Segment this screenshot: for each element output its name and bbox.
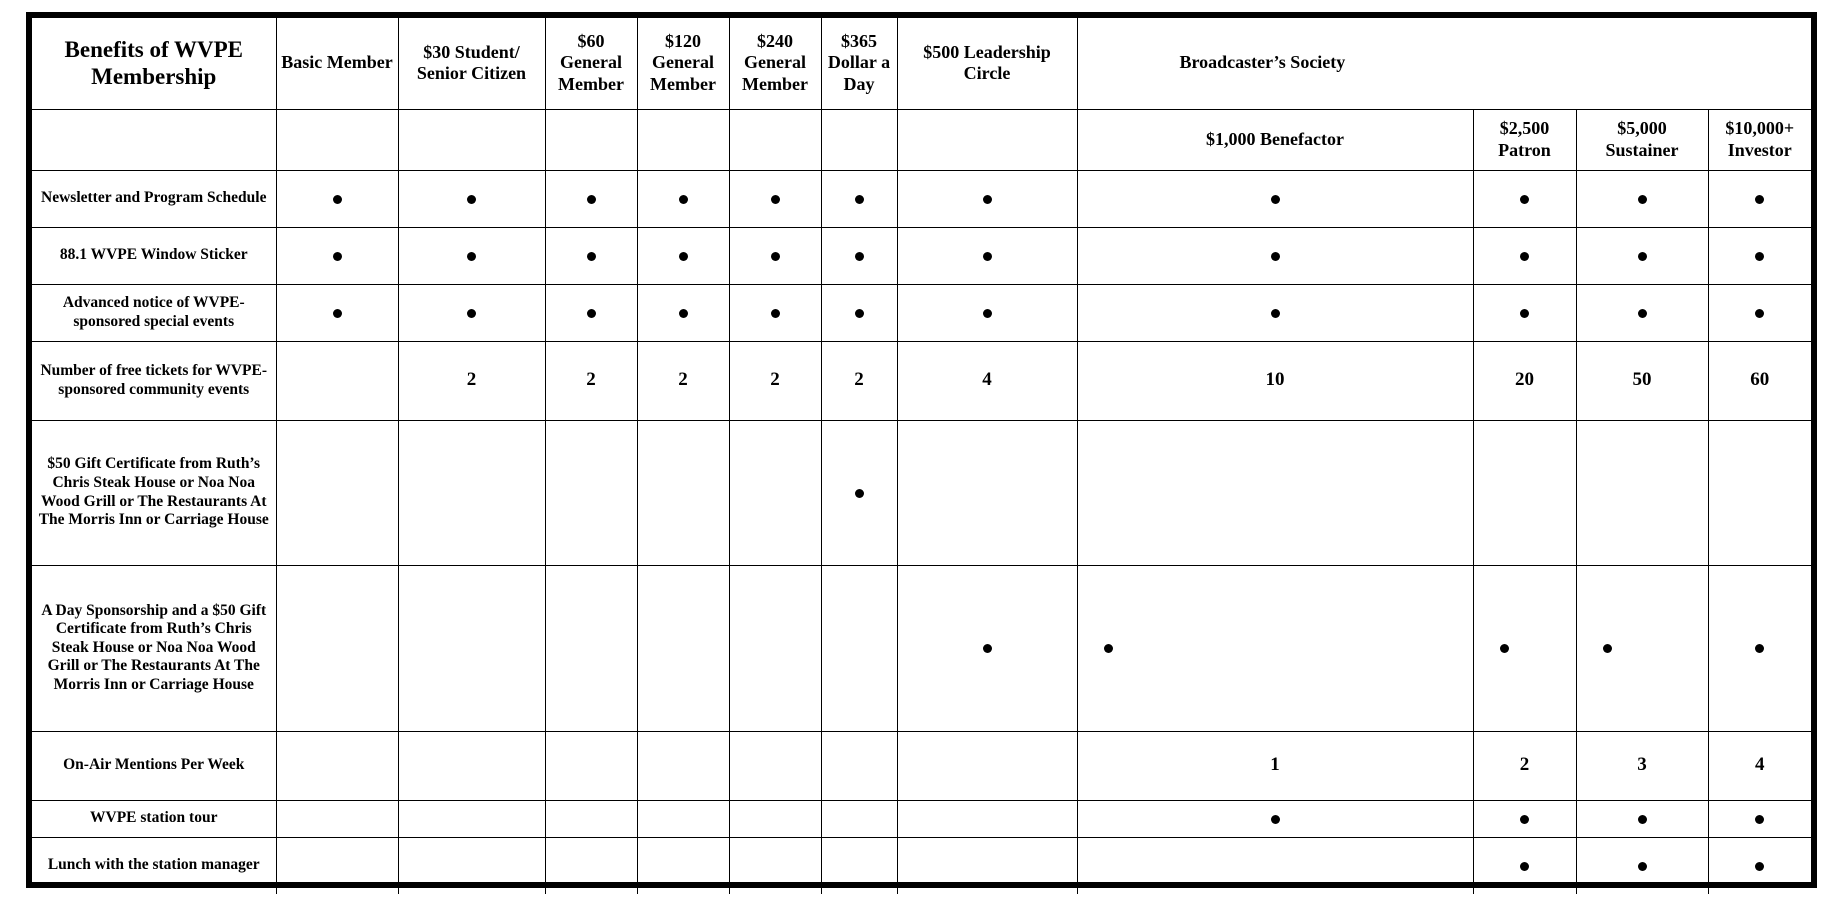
- tier-header: $500 Leadership Circle: [897, 18, 1077, 109]
- benefit-cell: [276, 227, 398, 284]
- empty-cell: [398, 420, 545, 565]
- benefit-label: WVPE station tour: [32, 800, 276, 837]
- included-bullet-icon: [855, 489, 864, 498]
- empty-cell: [637, 420, 729, 565]
- included-bullet-icon: [1104, 644, 1113, 653]
- benefit-value: 4: [897, 341, 1077, 420]
- benefit-cell: [1077, 800, 1473, 837]
- empty-cell: [276, 837, 398, 894]
- included-bullet-icon: [1638, 309, 1647, 318]
- empty-cell: [1077, 420, 1473, 565]
- empty-cell: [398, 565, 545, 731]
- included-bullet-icon: [1638, 195, 1647, 204]
- benefit-label: $50 Gift Certificate from Ruth’s Chris Steak House or Noa Noa Wood Grill or The Restaurants At The Morris Inn or Carriage House: [32, 420, 276, 565]
- empty-cell: [1473, 420, 1576, 565]
- benefit-cell: [1708, 565, 1811, 731]
- empty-cell: [637, 565, 729, 731]
- empty-cell: [729, 837, 821, 894]
- included-bullet-icon: [333, 252, 342, 261]
- empty-cell: [276, 109, 398, 170]
- included-bullet-icon: [1271, 252, 1280, 261]
- benefit-cell: [729, 284, 821, 341]
- included-bullet-icon: [1271, 195, 1280, 204]
- benefit-value: 60: [1708, 341, 1811, 420]
- table-title: Benefits of WVPE Membership: [32, 18, 276, 109]
- included-bullet-icon: [855, 252, 864, 261]
- benefit-cell: [1708, 227, 1811, 284]
- included-bullet-icon: [1271, 815, 1280, 824]
- included-bullet-icon: [983, 309, 992, 318]
- included-bullet-icon: [333, 195, 342, 204]
- included-bullet-icon: [771, 195, 780, 204]
- empty-cell: [897, 731, 1077, 800]
- empty-cell: [821, 800, 897, 837]
- benefit-cell: [897, 284, 1077, 341]
- empty-cell: [637, 800, 729, 837]
- benefit-cell: [545, 227, 637, 284]
- empty-cell: [1576, 420, 1708, 565]
- benefit-cell: [545, 170, 637, 227]
- included-bullet-icon: [1520, 252, 1529, 261]
- tier-header: Basic Member: [276, 18, 398, 109]
- empty-cell: [276, 341, 398, 420]
- included-bullet-icon: [1520, 309, 1529, 318]
- benefit-cell: [1473, 800, 1576, 837]
- empty-cell: [729, 565, 821, 731]
- included-bullet-icon: [1755, 815, 1764, 824]
- included-bullet-icon: [983, 644, 992, 653]
- benefit-cell: [897, 170, 1077, 227]
- empty-cell: [729, 109, 821, 170]
- benefit-cell: [276, 284, 398, 341]
- included-bullet-icon: [587, 309, 596, 318]
- benefit-value: 1: [1077, 731, 1473, 800]
- benefit-cell: [1576, 837, 1708, 894]
- included-bullet-icon: [679, 195, 688, 204]
- society-tier-header: $2,500 Patron: [1473, 109, 1576, 170]
- benefit-cell: [1708, 800, 1811, 837]
- included-bullet-icon: [1638, 815, 1647, 824]
- empty-cell: [897, 109, 1077, 170]
- included-bullet-icon: [983, 195, 992, 204]
- included-bullet-icon: [855, 195, 864, 204]
- included-bullet-icon: [587, 195, 596, 204]
- benefit-label: Number of free tickets for WVPE-sponsored community events: [32, 341, 276, 420]
- included-bullet-icon: [1638, 862, 1647, 871]
- society-header: Broadcaster’s Society: [1077, 18, 1811, 109]
- empty-cell: [729, 420, 821, 565]
- included-bullet-icon: [1520, 862, 1529, 871]
- benefit-cell: [398, 170, 545, 227]
- benefit-cell: [821, 420, 897, 565]
- included-bullet-icon: [771, 309, 780, 318]
- empty-cell: [276, 731, 398, 800]
- benefit-cell: [398, 284, 545, 341]
- benefit-label: Newsletter and Program Schedule: [32, 170, 276, 227]
- subheader-row: [32, 109, 1811, 170]
- included-bullet-icon: [855, 309, 864, 318]
- benefit-cell: [729, 227, 821, 284]
- benefit-cell: [1473, 170, 1576, 227]
- benefit-cell: [545, 284, 637, 341]
- benefit-value: 50: [1576, 341, 1708, 420]
- benefit-row: [32, 227, 1811, 284]
- benefit-row: [32, 800, 1811, 837]
- empty-cell: [398, 731, 545, 800]
- benefit-row: [32, 565, 1811, 731]
- empty-cell: [545, 565, 637, 731]
- empty-cell: [545, 837, 637, 894]
- benefit-cell: [1576, 800, 1708, 837]
- benefit-label: A Day Sponsorship and a $50 Gift Certificate from Ruth’s Chris Steak House or Noa Noa Wood Grill or The Restaurants At The Morris Inn or Carriage House: [32, 565, 276, 731]
- empty-cell: [897, 800, 1077, 837]
- benefit-cell: [398, 227, 545, 284]
- empty-cell: [32, 109, 276, 170]
- benefit-cell: [1708, 284, 1811, 341]
- empty-cell: [545, 731, 637, 800]
- benefit-cell: [1077, 227, 1473, 284]
- included-bullet-icon: [467, 195, 476, 204]
- empty-cell: [545, 800, 637, 837]
- included-bullet-icon: [1755, 195, 1764, 204]
- empty-cell: [637, 109, 729, 170]
- included-bullet-icon: [467, 309, 476, 318]
- benefit-value: 10: [1077, 341, 1473, 420]
- empty-cell: [897, 837, 1077, 894]
- empty-cell: [821, 565, 897, 731]
- empty-cell: [729, 731, 821, 800]
- membership-benefits-frame: [26, 12, 1817, 888]
- empty-cell: [398, 109, 545, 170]
- included-bullet-icon: [1500, 644, 1509, 653]
- benefit-cell: [1077, 565, 1473, 731]
- benefit-cell: [821, 170, 897, 227]
- included-bullet-icon: [1638, 252, 1647, 261]
- empty-cell: [276, 800, 398, 837]
- benefit-cell: [1473, 284, 1576, 341]
- benefit-row: [32, 341, 1811, 420]
- empty-cell: [1077, 837, 1473, 894]
- benefit-cell: [1576, 227, 1708, 284]
- empty-cell: [398, 800, 545, 837]
- tier-header: $240 General Member: [729, 18, 821, 109]
- benefit-label: On-Air Mentions Per Week: [32, 731, 276, 800]
- empty-cell: [821, 109, 897, 170]
- benefit-value: 2: [545, 341, 637, 420]
- empty-cell: [545, 420, 637, 565]
- benefit-value: 2: [821, 341, 897, 420]
- empty-cell: [276, 420, 398, 565]
- empty-cell: [821, 837, 897, 894]
- benefit-cell: [637, 170, 729, 227]
- benefit-cell: [821, 284, 897, 341]
- benefit-cell: [1473, 837, 1576, 894]
- empty-cell: [398, 837, 545, 894]
- benefit-cell: [276, 170, 398, 227]
- membership-benefits-table: [32, 18, 1811, 894]
- benefit-cell: [729, 170, 821, 227]
- included-bullet-icon: [1755, 644, 1764, 653]
- tier-header: $60 General Member: [545, 18, 637, 109]
- benefit-cell: [637, 284, 729, 341]
- benefit-cell: [1473, 227, 1576, 284]
- empty-cell: [637, 837, 729, 894]
- empty-cell: [1708, 420, 1811, 565]
- benefit-row: [32, 420, 1811, 565]
- included-bullet-icon: [587, 252, 596, 261]
- benefit-cell: [1708, 837, 1811, 894]
- benefit-label: 88.1 WVPE Window Sticker: [32, 227, 276, 284]
- benefit-label: Advanced notice of WVPE-sponsored special events: [32, 284, 276, 341]
- included-bullet-icon: [983, 252, 992, 261]
- benefit-cell: [821, 227, 897, 284]
- benefit-row: [32, 837, 1811, 894]
- benefit-cell: [1576, 284, 1708, 341]
- benefit-cell: [897, 227, 1077, 284]
- society-tier-header: $5,000 Sustainer: [1576, 109, 1708, 170]
- benefit-cell: [1708, 170, 1811, 227]
- included-bullet-icon: [771, 252, 780, 261]
- benefit-value: 4: [1708, 731, 1811, 800]
- benefit-cell: [1576, 170, 1708, 227]
- benefit-row: [32, 731, 1811, 800]
- benefit-cell: [1077, 170, 1473, 227]
- society-tier-header: $1,000 Benefactor: [1077, 109, 1473, 170]
- included-bullet-icon: [333, 309, 342, 318]
- benefit-cell: [897, 565, 1077, 731]
- empty-cell: [545, 109, 637, 170]
- benefit-label: Lunch with the station manager: [32, 837, 276, 894]
- included-bullet-icon: [679, 252, 688, 261]
- empty-cell: [276, 565, 398, 731]
- tier-header: $365 Dollar a Day: [821, 18, 897, 109]
- empty-cell: [637, 731, 729, 800]
- included-bullet-icon: [1755, 862, 1764, 871]
- included-bullet-icon: [1755, 309, 1764, 318]
- included-bullet-icon: [467, 252, 476, 261]
- included-bullet-icon: [1520, 195, 1529, 204]
- benefit-row: [32, 284, 1811, 341]
- empty-cell: [821, 731, 897, 800]
- included-bullet-icon: [1271, 309, 1280, 318]
- benefit-value: 3: [1576, 731, 1708, 800]
- benefit-value: 20: [1473, 341, 1576, 420]
- society-tier-header: $10,000+ Investor: [1708, 109, 1811, 170]
- included-bullet-icon: [679, 309, 688, 318]
- empty-cell: [729, 800, 821, 837]
- benefit-cell: [637, 227, 729, 284]
- included-bullet-icon: [1755, 252, 1764, 261]
- benefit-cell: [1077, 284, 1473, 341]
- benefit-cell: [1576, 565, 1708, 731]
- benefit-value: 2: [1473, 731, 1576, 800]
- empty-cell: [897, 420, 1077, 565]
- header-row: [32, 18, 1811, 109]
- benefit-value: 2: [729, 341, 821, 420]
- benefit-row: [32, 170, 1811, 227]
- tier-header: $120 General Member: [637, 18, 729, 109]
- tier-header: $30 Student/ Senior Citizen: [398, 18, 545, 109]
- included-bullet-icon: [1603, 644, 1612, 653]
- benefit-cell: [1473, 565, 1576, 731]
- benefit-value: 2: [637, 341, 729, 420]
- benefit-value: 2: [398, 341, 545, 420]
- included-bullet-icon: [1520, 815, 1529, 824]
